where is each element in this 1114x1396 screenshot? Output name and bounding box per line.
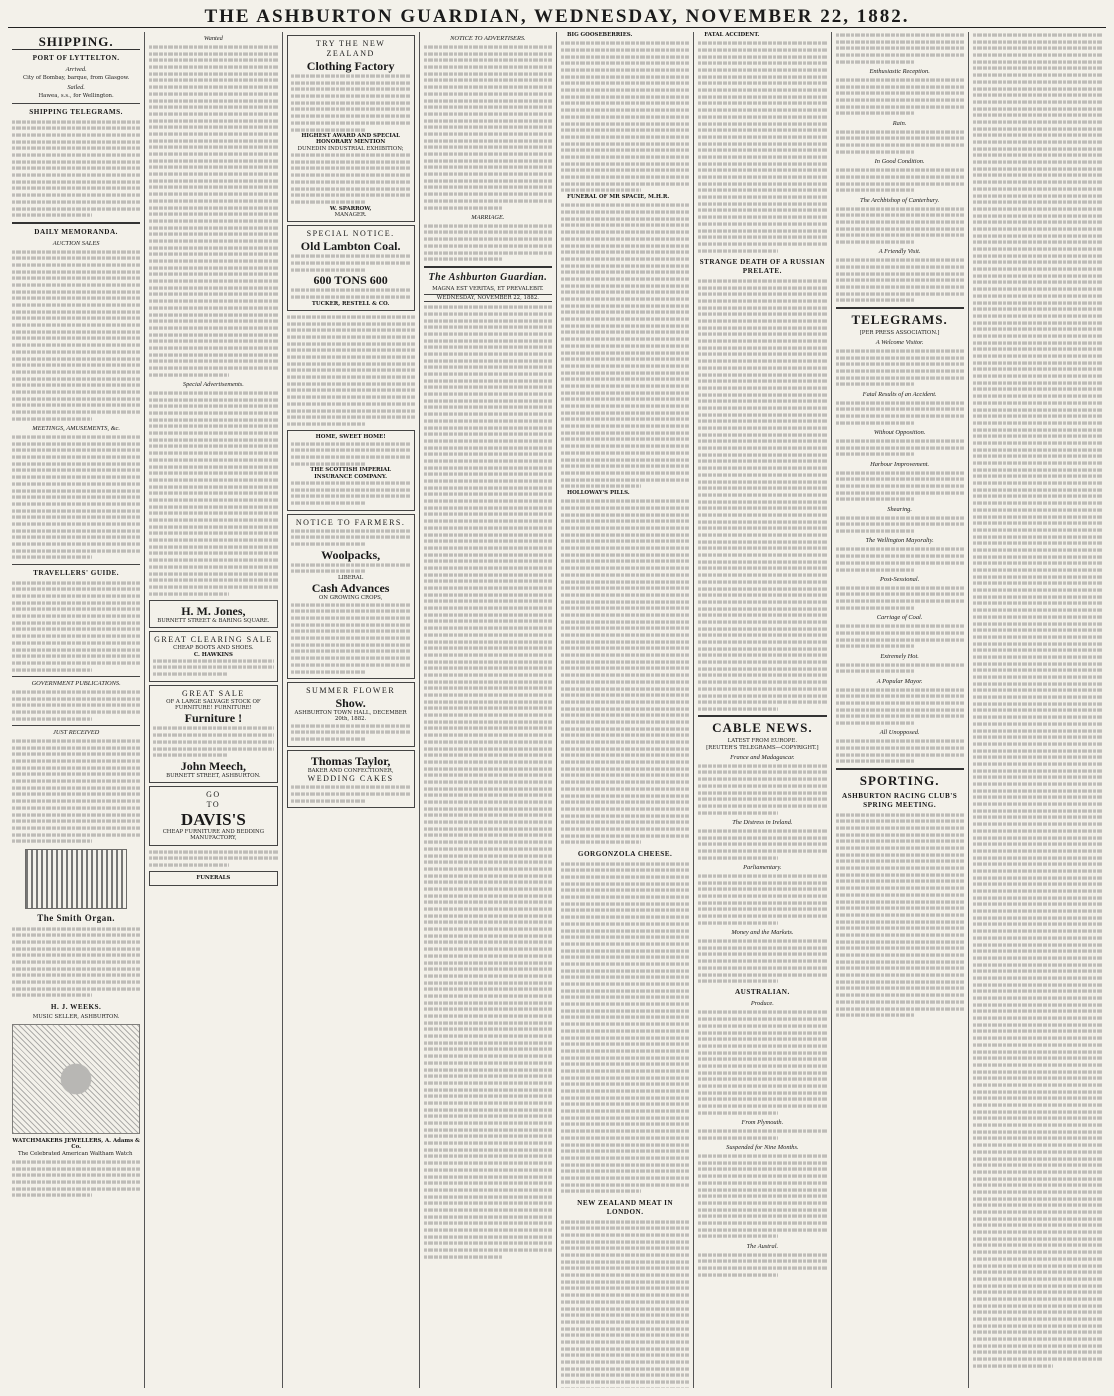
summer-flower-title: SUMMER FLOWER xyxy=(306,686,396,696)
music-seller: MUSIC SELLER, ASHBURTON. xyxy=(32,1013,120,1020)
sparrow-role: MANAGER. xyxy=(334,211,367,218)
home-title: HOME, SWEET HOME! xyxy=(315,434,386,441)
wanted-heading: Wanted xyxy=(203,35,223,42)
parliamentary-heading: Parliamentary. xyxy=(743,863,782,871)
town-hall-line: ASHBURTON TOWN HALL, DECEMBER 20th, 1882. xyxy=(294,710,407,723)
guardian-motto: MAGNA EST VERITAS, ET PREVALEBIT. xyxy=(432,285,544,292)
column-6 xyxy=(694,32,831,1388)
taylor-name: Thomas Taylor, xyxy=(310,753,391,768)
port-heading: PORT OF LYTTELTON. xyxy=(32,54,120,62)
friendly-visit-heading: A Friendly Visit. xyxy=(878,248,921,256)
sporting-heading: SPORTING. xyxy=(859,772,940,788)
home-sweet-home-ad xyxy=(287,430,415,510)
flower-show-ad xyxy=(287,682,415,747)
masthead xyxy=(8,6,1106,28)
waltham-text: The Celebrated American Waltham Watch xyxy=(18,1150,133,1157)
cable-news-heading: CABLE NEWS. xyxy=(712,720,813,736)
press-association-note: [PER PRESS ASSOCIATION.] xyxy=(859,329,940,336)
farmers-ad xyxy=(287,514,415,680)
clothing-factory-title: Clothing Factory xyxy=(306,59,395,73)
racing-club-heading: ASHBURTON RACING CLUB'S SPRING MEETING. xyxy=(841,791,958,809)
just-received-heading: JUST RECEIVED xyxy=(53,728,100,736)
show-title: Show. xyxy=(335,696,366,711)
guardian-title: The Ashburton Guardian. xyxy=(428,271,548,283)
liberal-line: LIBERAL xyxy=(338,575,364,582)
furniture-big: Furniture ! xyxy=(184,711,243,726)
watchmakers-label: WATCHMAKERS JEWELLERS, A. Adams & Co. xyxy=(12,1138,140,1151)
without-opposition-heading: Without Opposition. xyxy=(873,429,926,437)
australian-heading: AUSTRALIAN. xyxy=(734,988,790,997)
columns xyxy=(8,32,1106,1388)
unopposed-heading: All Unopposed. xyxy=(879,729,920,737)
clearing-sale-sub: CHEAP BOOTS AND SHOES. xyxy=(173,645,254,652)
great-sale-title: GREAT SALE xyxy=(182,688,245,698)
holloway-lead: HOLLOWAY'S PILLS. xyxy=(567,489,630,496)
column-3 xyxy=(283,32,420,1388)
government-publications-heading: GOVERNMENT PUBLICATIONS. xyxy=(31,679,121,687)
baker-line: BAKER AND CONFECTIONER, xyxy=(307,767,394,774)
reuter-note: [REUTER'S TELEGRAMS—COPYRIGHT.] xyxy=(706,744,819,751)
travellers-guide-heading: TRAVELLERS' GUIDE. xyxy=(33,568,120,577)
extremely-hot-heading: Extremely Hot. xyxy=(880,652,919,660)
column-7 xyxy=(832,32,969,1388)
dunedin-line: DUNEDIN INDUSTRIAL EXHIBITION; xyxy=(297,145,404,152)
meech-address: BURNETT STREET, ASHBURTON. xyxy=(166,772,261,779)
auction-sales-heading: AUCTION SALES xyxy=(52,239,100,247)
column-2 xyxy=(145,32,282,1388)
clearing-sale-ad xyxy=(149,631,277,682)
fatal-accident-lead: FATAL ACCIDENT. xyxy=(704,32,760,38)
cash-advances-title: Cash Advances xyxy=(311,581,390,596)
organ-illustration xyxy=(25,849,128,909)
post-sessional-heading: Post-Sessional. xyxy=(880,575,920,583)
sailed-item: Hawea, s.s., for Wellington. xyxy=(38,93,114,100)
harbour-heading: Harbour Improvement. xyxy=(870,460,930,468)
salvage-stock-line: OF A LARGE SALVAGE STOCK OF xyxy=(166,698,261,705)
austral-heading: The Austral. xyxy=(746,1242,779,1250)
to-word: TO xyxy=(206,800,221,810)
shipping-heading: SHIPPING. xyxy=(12,34,140,50)
tons-line: 600 TONS 600 xyxy=(313,273,388,288)
gorgonzola-heading: GORGONZOLA CHEESE. xyxy=(577,849,673,858)
sailed-heading: Sailed. xyxy=(67,84,85,92)
try-line: TRY THE NEW ZEALAND xyxy=(315,39,386,58)
russian-prelate-heading: STRANGE DEATH OF A RUSSIAN PRELATE. xyxy=(699,257,826,275)
masthead-title: THE ASHBURTON GUARDIAN, WEDNESDAY, NOVEMBER 22, 1882. xyxy=(204,6,910,27)
marriage-heading: MARRIAGE. xyxy=(471,213,505,221)
latest-europe: LATEST FROM EUROPE. xyxy=(727,738,798,745)
tucker-name-1: TUCKER, RESTELL & CO. xyxy=(311,300,390,307)
mayoralty-heading: The Wellington Mayoralty. xyxy=(865,537,934,545)
funerals-box xyxy=(149,871,277,885)
column-5 xyxy=(557,32,694,1388)
funeral-lead: FUNERAL OF MR SPACIE, M.H.R. xyxy=(567,194,670,201)
davis-ad xyxy=(149,786,277,846)
funerals-label: FUNERALS xyxy=(196,875,231,882)
wedding-cakes-line: WEDDING CAKES xyxy=(307,774,394,784)
watchmakers-illustration xyxy=(12,1024,140,1134)
davis-sub: CHEAP FURNITURE AND BEDDING MANUFACTORY, xyxy=(162,829,265,842)
welcome-visitor-heading: A Welcome Visitor. xyxy=(875,338,924,346)
special-advertisements-heading: Special Advertisements. xyxy=(182,380,244,388)
france-heading: France and Madagascar. xyxy=(730,753,795,761)
nz-meat-heading: NEW ZEALAND MEAT IN LONDON. xyxy=(577,1198,674,1216)
sparrow-name: W. SPARROW, xyxy=(329,205,372,212)
woolpacks-title: Woolpacks, xyxy=(321,547,381,562)
column-4 xyxy=(420,32,557,1388)
clothing-factory-ad xyxy=(287,35,415,222)
column-8 xyxy=(969,32,1106,1388)
reception-heading: Enthusiastic Reception. xyxy=(869,68,930,76)
arrival-item: City of Bombay, barque, from Glasgow. xyxy=(22,75,130,81)
fatal-results-heading: Fatal Results of an Accident. xyxy=(862,390,937,398)
clearing-sale-title: GREAT CLEARING SALE xyxy=(154,635,273,645)
good-condition-heading: In Good Condition. xyxy=(874,158,925,166)
hawkins-name: C. HAWKINS xyxy=(193,651,233,658)
carriage-heading: Carriage of Coal. xyxy=(876,614,923,622)
meetings-heading: MEETINGS, AMUSEMENTS, &c. xyxy=(32,425,120,432)
guardian-date: WEDNESDAY, NOVEMBER 22, 1882. xyxy=(424,294,552,302)
column-1 xyxy=(8,32,145,1388)
davis-name: DAVIS'S xyxy=(180,810,246,830)
smith-organ-heading: The Smith Organ. xyxy=(37,912,115,923)
highest-award: HIGHEST AWARD AND SPECIAL HONORARY MENTION xyxy=(301,133,400,146)
archbishop-heading: The Archbishop of Canterbury. xyxy=(860,196,940,204)
hm-jones-address: BURNETT STREET & BARING SQUARE. xyxy=(157,617,270,624)
arrived-heading: Arrived. xyxy=(65,66,87,73)
farmers-title: NOTICE TO FARMERS. xyxy=(295,517,406,527)
meech-name: John Meech, xyxy=(180,758,247,773)
telegrams-heading: TELEGRAMS. xyxy=(851,311,948,327)
furniture-line: FURNITURE! FURNITURE! xyxy=(175,705,252,712)
daily-memoranda-heading: DAILY MEMORANDA. xyxy=(34,227,118,236)
advertisers-notice-heading: NOTICE TO ADVERTISERS. xyxy=(450,35,526,42)
weeks-name: H. J. WEEKS. xyxy=(50,1002,102,1011)
produce-heading: Produce. xyxy=(750,1000,774,1008)
lambton-coal-ad xyxy=(287,225,415,311)
gooseberries-lead: BIG GOOSEBERRIES. xyxy=(567,32,633,38)
salvage-sale-ad xyxy=(149,685,277,783)
lambton-coal-title: Old Lambton Coal. xyxy=(300,239,401,254)
ireland-heading: The Distress in Ireland. xyxy=(732,818,793,826)
rain-heading: Rain. xyxy=(892,119,907,127)
hm-jones-name: H. M. Jones, xyxy=(181,603,246,618)
growing-crops-line: ON GROWING CROPS, xyxy=(318,595,383,602)
shearing-heading: Shearing. xyxy=(887,505,912,513)
money-markets-heading: Money and the Markets. xyxy=(731,929,794,937)
go-word: GO xyxy=(206,790,221,800)
plymouth-heading: From Plymouth. xyxy=(741,1119,784,1127)
taylor-ad xyxy=(287,750,415,808)
hm-jones-ad xyxy=(149,600,277,628)
suspended-heading: Suspended for Nine Months. xyxy=(726,1144,799,1152)
shipping-telegrams-heading: SHIPPING TELEGRAMS. xyxy=(29,107,123,116)
popular-mayor-heading: A Popular Mayor. xyxy=(876,677,923,685)
special-notice-title: SPECIAL NOTICE. xyxy=(306,229,395,239)
scottish-title: THE SCOTTISH IMPERIAL INSURANCE COMPANY. xyxy=(310,467,392,480)
